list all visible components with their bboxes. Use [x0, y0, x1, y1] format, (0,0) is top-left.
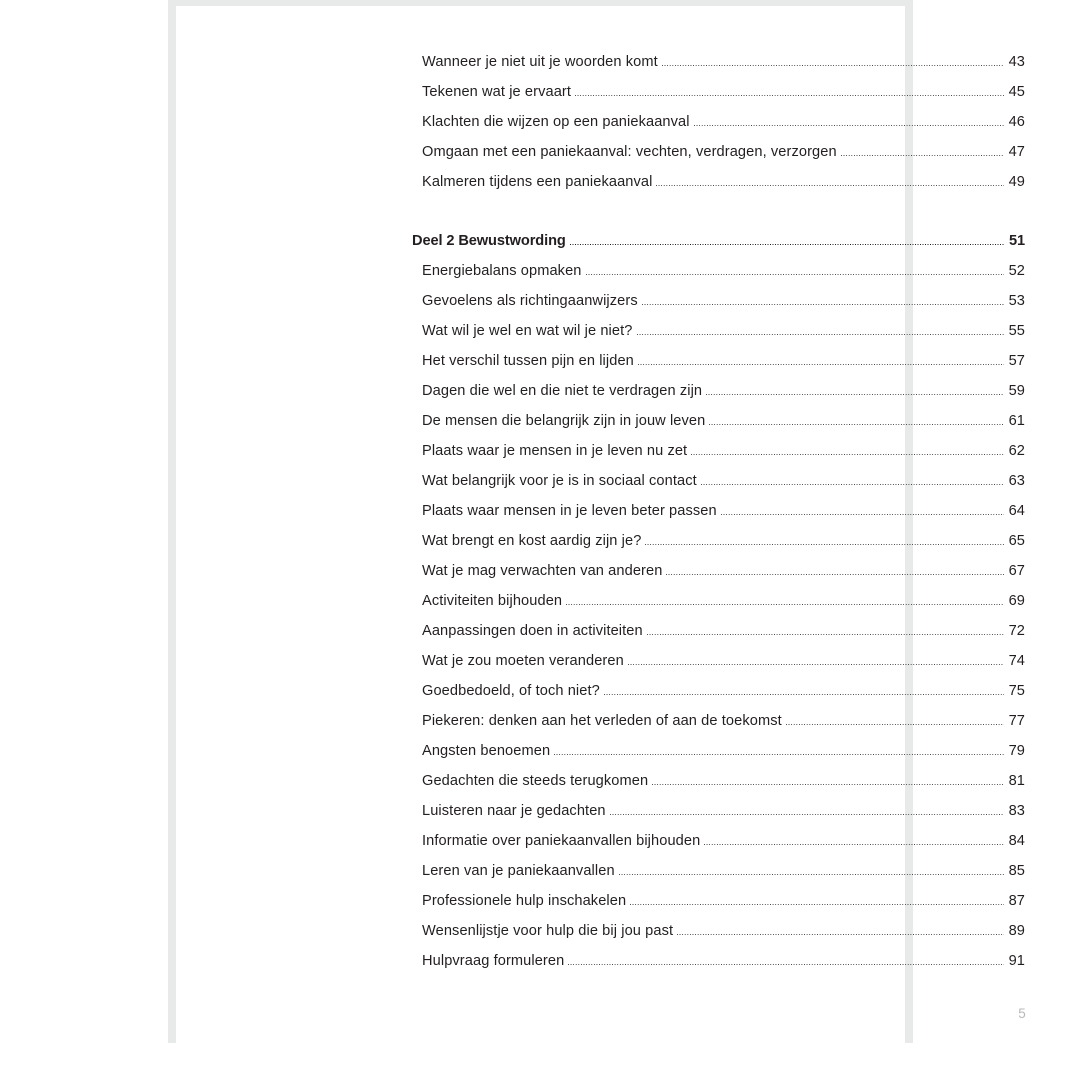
toc-entry-page-number: 43	[1008, 54, 1025, 70]
toc-entry-page-number: 63	[1008, 473, 1025, 489]
toc-dot-leader	[709, 424, 1004, 425]
toc-entry-label: Wat je mag verwachten van anderen	[422, 563, 663, 579]
toc-entry[interactable]	[422, 893, 1025, 923]
toc-entry-label: Informatie over paniekaanvallen bijhouden	[422, 833, 701, 849]
toc-entry-page-number: 77	[1008, 713, 1025, 729]
toc-entry[interactable]	[422, 263, 1025, 293]
toc-dot-leader	[628, 664, 1004, 665]
toc-entry-label: Wat brengt en kost aardig zijn je?	[422, 533, 642, 549]
toc-entry[interactable]	[422, 683, 1025, 713]
toc-entry-label: Activiteiten bijhouden	[422, 593, 563, 609]
toc-entry-page-number: 51	[1008, 233, 1025, 249]
toc-entry-label: Tekenen wat je ervaart	[422, 84, 572, 100]
toc-dot-leader	[604, 694, 1004, 695]
toc-entry-page-number: 45	[1008, 84, 1025, 100]
toc-entry-label: Goedbedoeld, of toch niet?	[422, 683, 600, 699]
toc-dot-leader	[642, 304, 1004, 305]
toc-entry-page-number: 79	[1008, 743, 1025, 759]
toc-entry[interactable]	[422, 833, 1025, 863]
toc-entry-page-number: 91	[1008, 953, 1025, 969]
toc-entry-page-number: 65	[1008, 533, 1025, 549]
toc-dot-leader	[666, 574, 1004, 575]
toc-entry-label: Gevoelens als richtingaanwijzers	[422, 293, 638, 309]
toc-entry[interactable]	[422, 713, 1025, 743]
toc-entry-page-number: 72	[1008, 623, 1025, 639]
toc-entry-label: De mensen die belangrijk zijn in jouw leven	[422, 413, 706, 429]
toc-entry[interactable]	[422, 773, 1025, 803]
toc-entry-label: Aanpassingen doen in activiteiten	[422, 623, 643, 639]
toc-entry-page-number: 64	[1008, 503, 1025, 519]
toc-entry-label: Kalmeren tijdens een paniekaanval	[422, 174, 653, 190]
toc-section-gap	[412, 204, 1025, 233]
toc-entry[interactable]	[422, 533, 1025, 563]
toc-entry-page-number: 83	[1008, 803, 1025, 819]
toc-entry[interactable]	[422, 863, 1025, 893]
toc-entry-label: Hulpvraag formuleren	[422, 953, 565, 969]
toc-entry-page-number: 57	[1008, 353, 1025, 369]
toc-dot-leader	[619, 874, 1004, 875]
toc-dot-leader	[645, 544, 1004, 545]
toc-entry-page-number: 59	[1008, 383, 1025, 399]
toc-entry-label: Piekeren: denken aan het verleden of aan de toekomst	[422, 713, 782, 729]
toc-entry[interactable]	[422, 593, 1025, 623]
toc-entry-label: Wat je zou moeten veranderen	[422, 653, 624, 669]
toc-entry[interactable]	[422, 503, 1025, 533]
toc-entry-label: Plaats waar mensen in je leven beter passen	[422, 503, 717, 519]
toc-dot-leader	[568, 964, 1004, 965]
toc-entry-page-number: 61	[1008, 413, 1025, 429]
toc-entry-page-number: 74	[1008, 653, 1025, 669]
toc-entry-label: Professionele hulp inschakelen	[422, 893, 627, 909]
toc-entry[interactable]	[422, 293, 1025, 323]
toc-dot-leader	[566, 604, 1004, 605]
toc-entry[interactable]	[422, 563, 1025, 593]
toc-entry[interactable]	[422, 174, 1025, 204]
toc-entry-label: Energiebalans opmaken	[422, 263, 582, 279]
toc-dot-leader	[586, 274, 1005, 275]
toc-dot-leader	[554, 754, 1004, 755]
toc-dot-leader	[701, 484, 1004, 485]
toc-entry-page-number: 55	[1008, 323, 1025, 339]
toc-entry[interactable]	[422, 953, 1025, 983]
toc-dot-leader	[630, 904, 1004, 905]
toc-entry[interactable]	[422, 84, 1025, 114]
toc-dot-leader	[706, 394, 1004, 395]
toc-dot-leader	[610, 814, 1004, 815]
toc-entry[interactable]	[422, 54, 1025, 84]
toc-entry-label: Gedachten die steeds terugkomen	[422, 773, 649, 789]
toc-dot-leader	[570, 244, 1004, 245]
toc-entry[interactable]	[422, 413, 1025, 443]
toc-dot-leader	[704, 844, 1004, 845]
toc-dot-leader	[638, 364, 1004, 365]
toc-entry-label: Omgaan met een paniekaanval: vechten, verdragen, verzorgen	[422, 144, 837, 160]
toc-entry-page-number: 46	[1008, 114, 1025, 130]
toc-entry[interactable]	[422, 803, 1025, 833]
toc-entry-page-number: 62	[1008, 443, 1025, 459]
toc-entry-label: Het verschil tussen pijn en lijden	[422, 353, 634, 369]
toc-entry[interactable]	[422, 114, 1025, 144]
toc-entry-page-number: 87	[1008, 893, 1025, 909]
table-of-contents	[412, 54, 1025, 983]
toc-dot-leader	[721, 514, 1004, 515]
toc-entry-label: Klachten die wijzen op een paniekaanval	[422, 114, 690, 130]
toc-entry-page-number: 47	[1008, 144, 1025, 160]
toc-entry-page-number: 53	[1008, 293, 1025, 309]
toc-dot-leader	[662, 65, 1004, 66]
toc-part-heading[interactable]	[412, 233, 1025, 263]
toc-dot-leader	[652, 784, 1004, 785]
toc-entry[interactable]	[422, 353, 1025, 383]
toc-dot-leader	[841, 155, 1004, 156]
toc-entry[interactable]	[422, 923, 1025, 953]
toc-dot-leader	[575, 95, 1004, 96]
toc-entry-page-number: 85	[1008, 863, 1025, 879]
toc-entry-page-number: 67	[1008, 563, 1025, 579]
toc-entry-label: Wat wil je wel en wat wil je niet?	[422, 323, 633, 339]
toc-entry-label: Wensenlijstje voor hulp die bij jou past	[422, 923, 674, 939]
toc-dot-leader	[677, 934, 1004, 935]
toc-entry-page-number: 75	[1008, 683, 1025, 699]
toc-entry-page-number: 84	[1008, 833, 1025, 849]
toc-entry[interactable]	[422, 383, 1025, 413]
toc-entry-label: Deel 2 Bewustwording	[412, 233, 566, 249]
toc-dot-leader	[694, 125, 1004, 126]
toc-dot-leader	[647, 634, 1004, 635]
toc-entry-label: Luisteren naar je gedachten	[422, 803, 606, 819]
toc-entry[interactable]	[422, 443, 1025, 473]
toc-entry[interactable]	[422, 323, 1025, 353]
toc-entry-label: Dagen die wel en die niet te verdragen zijn	[422, 383, 703, 399]
book-page	[176, 6, 1026, 1070]
toc-entry-label: Wat belangrijk voor je is in sociaal contact	[422, 473, 697, 489]
toc-entry[interactable]	[422, 144, 1025, 174]
toc-entry-page-number: 49	[1008, 174, 1025, 190]
toc-dot-leader	[637, 334, 1005, 335]
toc-entry-label: Leren van je paniekaanvallen	[422, 863, 615, 879]
toc-entry[interactable]	[422, 473, 1025, 503]
toc-entry-label: Wanneer je niet uit je woorden komt	[422, 54, 658, 70]
toc-entry-page-number: 89	[1008, 923, 1025, 939]
toc-dot-leader	[691, 454, 1004, 455]
toc-entry-page-number: 81	[1008, 773, 1025, 789]
toc-entry-label: Plaats waar je mensen in je leven nu zet	[422, 443, 688, 459]
toc-entry-label: Angsten benoemen	[422, 743, 551, 759]
toc-dot-leader	[786, 724, 1004, 725]
toc-entry[interactable]	[422, 743, 1025, 773]
page-folio-number: 5	[1018, 1006, 1026, 1021]
toc-entry[interactable]	[422, 623, 1025, 653]
toc-entry[interactable]	[422, 653, 1025, 683]
toc-dot-leader	[656, 185, 1004, 186]
toc-entry-page-number: 69	[1008, 593, 1025, 609]
toc-entry-page-number: 52	[1008, 263, 1025, 279]
